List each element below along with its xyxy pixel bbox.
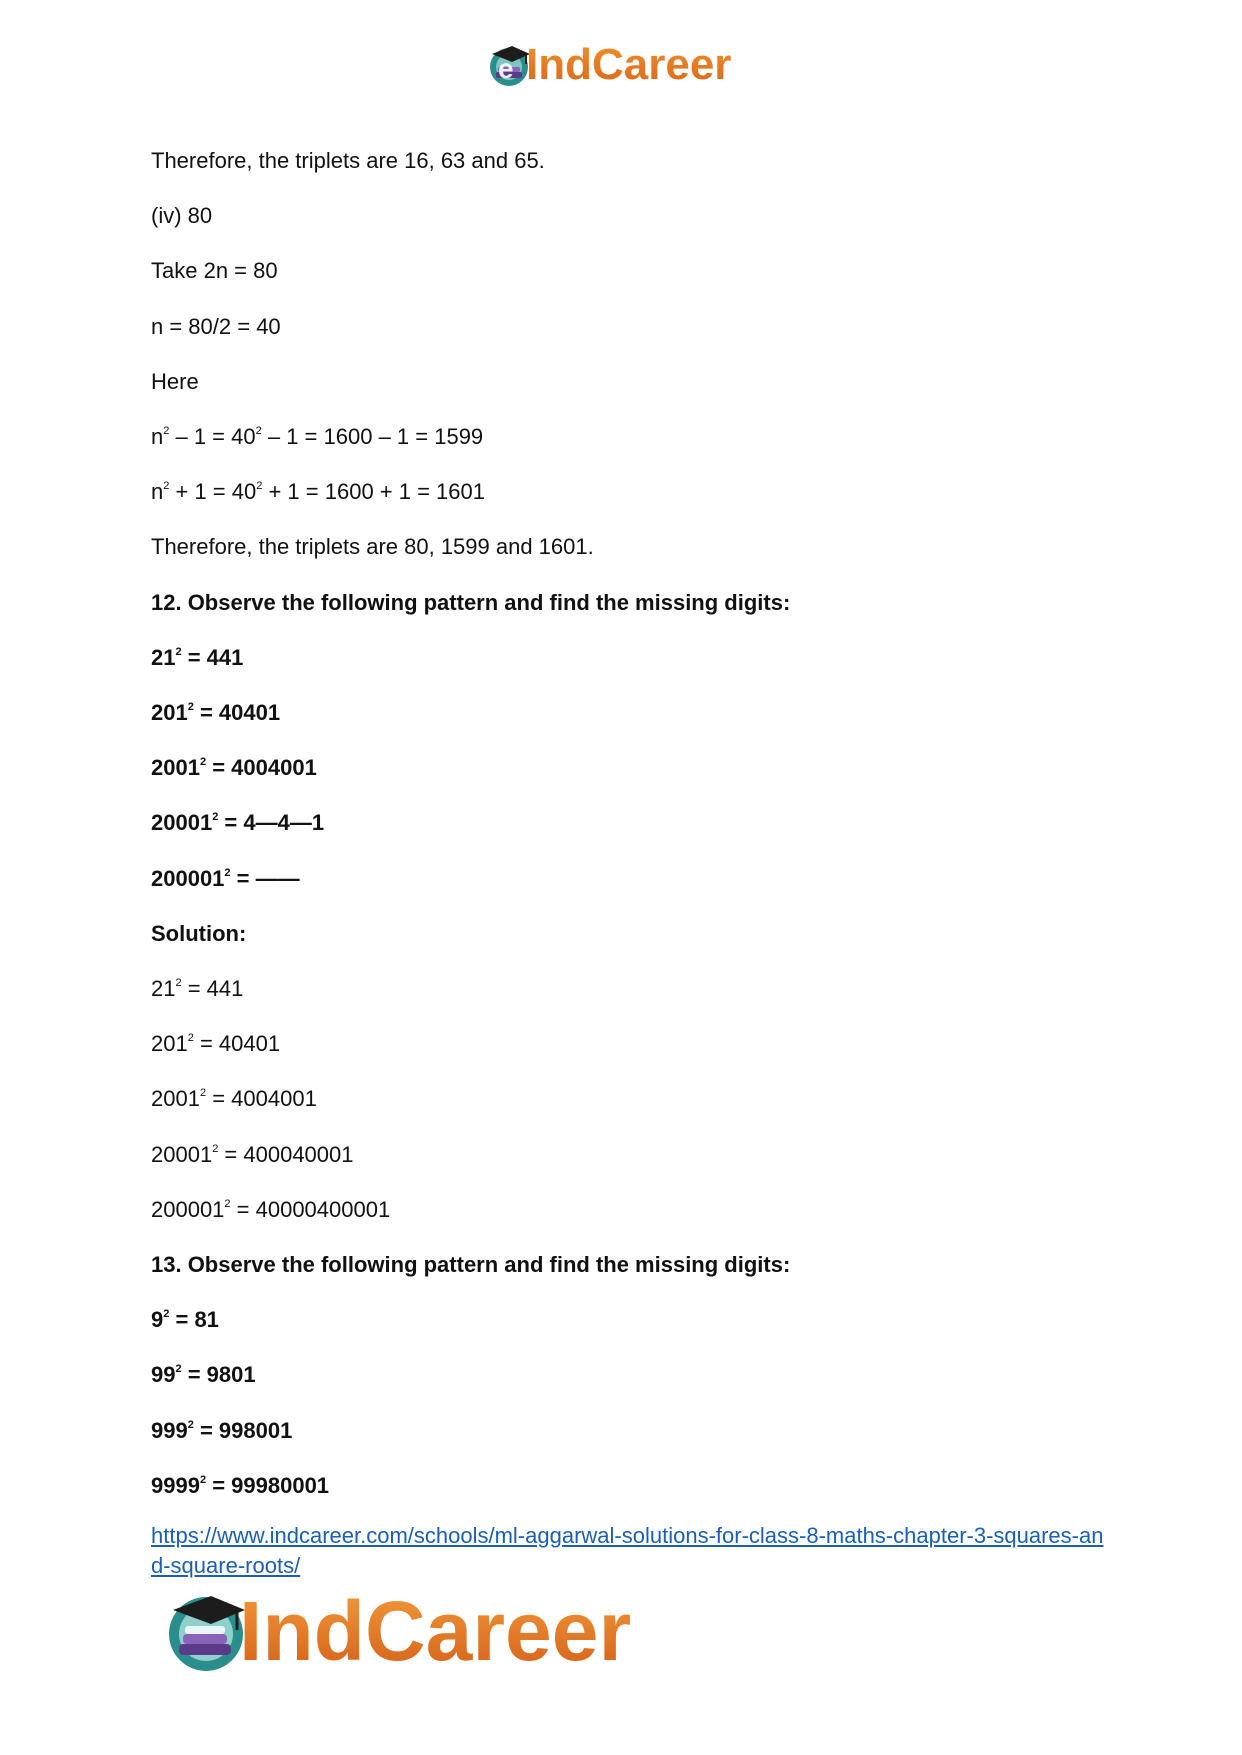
text-segment: 200001 (151, 866, 225, 891)
text-segment: = 4004001 (206, 755, 317, 780)
footer-logo (163, 1586, 631, 1676)
superscript: 2 (256, 480, 263, 492)
text-line (151, 866, 300, 892)
text-segment: = 99980001 (206, 1473, 330, 1498)
superscript: 2 (199, 1087, 207, 1099)
text-segment: 21 (151, 645, 176, 670)
text-segment: Here (151, 369, 199, 394)
text-segment: = 441 (181, 976, 244, 1001)
text-segment: = 40401 (193, 1031, 281, 1056)
text-segment: – 1 = 40 (169, 424, 256, 449)
text-segment: = 40000400001 (230, 1197, 391, 1222)
text-segment: n (151, 479, 164, 504)
text-segment: Therefore, the triplets are 80, 1599 and 1601. (151, 534, 594, 559)
text-segment: Therefore, the triplets are 16, 63 and 65. (151, 148, 545, 173)
text-segment: 20001 (151, 810, 213, 835)
text-line (151, 1418, 292, 1444)
superscript: 2 (255, 425, 262, 437)
text-segment: 20001 (151, 1142, 213, 1167)
text-line (151, 700, 280, 726)
text-segment: n = 80/2 = 40 (151, 314, 281, 339)
superscript: 2 (175, 646, 182, 658)
text-line (151, 534, 594, 560)
text-line (151, 258, 278, 284)
superscript: 2 (175, 977, 182, 989)
text-segment: = 441 (181, 645, 244, 670)
text-line (151, 921, 246, 947)
footer-logo-text: IndCareer (239, 1584, 632, 1678)
text-segment: 2001 (151, 755, 200, 780)
text-line (151, 1362, 256, 1388)
text-segment: = —— (230, 866, 300, 891)
text-segment: 13. Observe the following pattern and find the missing digits: (151, 1252, 791, 1277)
text-segment: 2001 (151, 1086, 200, 1111)
text-line (151, 1473, 329, 1499)
text-segment: Take 2n = 80 (151, 258, 278, 283)
text-segment: = 9801 (181, 1362, 256, 1387)
superscript: 2 (199, 756, 207, 768)
superscript: 2 (187, 701, 194, 713)
text-line (151, 1031, 280, 1057)
superscript: 2 (199, 1474, 207, 1486)
text-line (151, 976, 243, 1002)
text-segment: 999 (151, 1418, 188, 1443)
superscript: 2 (212, 1143, 219, 1155)
text-line (151, 810, 324, 836)
superscript: 2 (163, 425, 170, 437)
superscript: 2 (187, 1419, 194, 1431)
graduation-cap-book-icon (163, 1588, 249, 1674)
source-link[interactable]: https://www.indcareer.com/schools/ml-aggarwal-solutions-for-class-8-maths-chapter-3-squares-and-square-roots/ (151, 1523, 1104, 1578)
text-line (151, 1197, 390, 1223)
text-segment: 99 (151, 1362, 176, 1387)
text-line (151, 1307, 219, 1333)
superscript: 2 (163, 480, 170, 492)
text-segment: Solution: (151, 921, 247, 946)
text-segment: = 998001 (193, 1418, 293, 1443)
superscript: 2 (175, 1363, 182, 1375)
text-line (151, 590, 790, 616)
text-line (151, 314, 281, 340)
text-segment: 21 (151, 976, 176, 1001)
text-segment: = 400040001 (218, 1142, 354, 1167)
text-segment: (iv) 80 (151, 203, 213, 228)
text-segment: 9 (151, 1307, 164, 1332)
text-line (151, 424, 483, 450)
text-line (151, 1252, 790, 1278)
text-line (151, 479, 485, 505)
text-segment: = 4004001 (206, 1086, 317, 1111)
svg-text:e: e (498, 53, 514, 84)
text-segment: – 1 = 1600 – 1 = 1599 (261, 424, 484, 449)
superscript: 2 (163, 1308, 170, 1320)
text-line (151, 369, 199, 395)
text-segment: = 4—4—1 (218, 810, 325, 835)
text-segment: 200001 (151, 1197, 225, 1222)
superscript: 2 (212, 811, 219, 823)
text-line (151, 1086, 317, 1112)
text-segment: 201 (151, 1031, 188, 1056)
header-logo-text: IndCareer (526, 40, 732, 89)
text-line (151, 645, 243, 671)
text-line (151, 1142, 354, 1168)
text-segment: 12. Observe the following pattern and find the missing digits: (151, 590, 791, 615)
text-segment: + 1 = 40 (169, 479, 257, 504)
superscript: 2 (187, 1032, 194, 1044)
text-line (151, 203, 212, 229)
text-segment: 201 (151, 700, 188, 725)
superscript: 2 (224, 867, 231, 879)
text-line (151, 148, 545, 174)
text-segment: + 1 = 1600 + 1 = 1601 (262, 479, 486, 504)
superscript: 2 (224, 1198, 231, 1210)
text-segment: = 81 (169, 1307, 219, 1332)
text-line (151, 755, 317, 781)
text-segment: n (151, 424, 164, 449)
text-segment: 9999 (151, 1473, 200, 1498)
text-segment: = 40401 (193, 700, 281, 725)
header-logo (486, 42, 731, 88)
